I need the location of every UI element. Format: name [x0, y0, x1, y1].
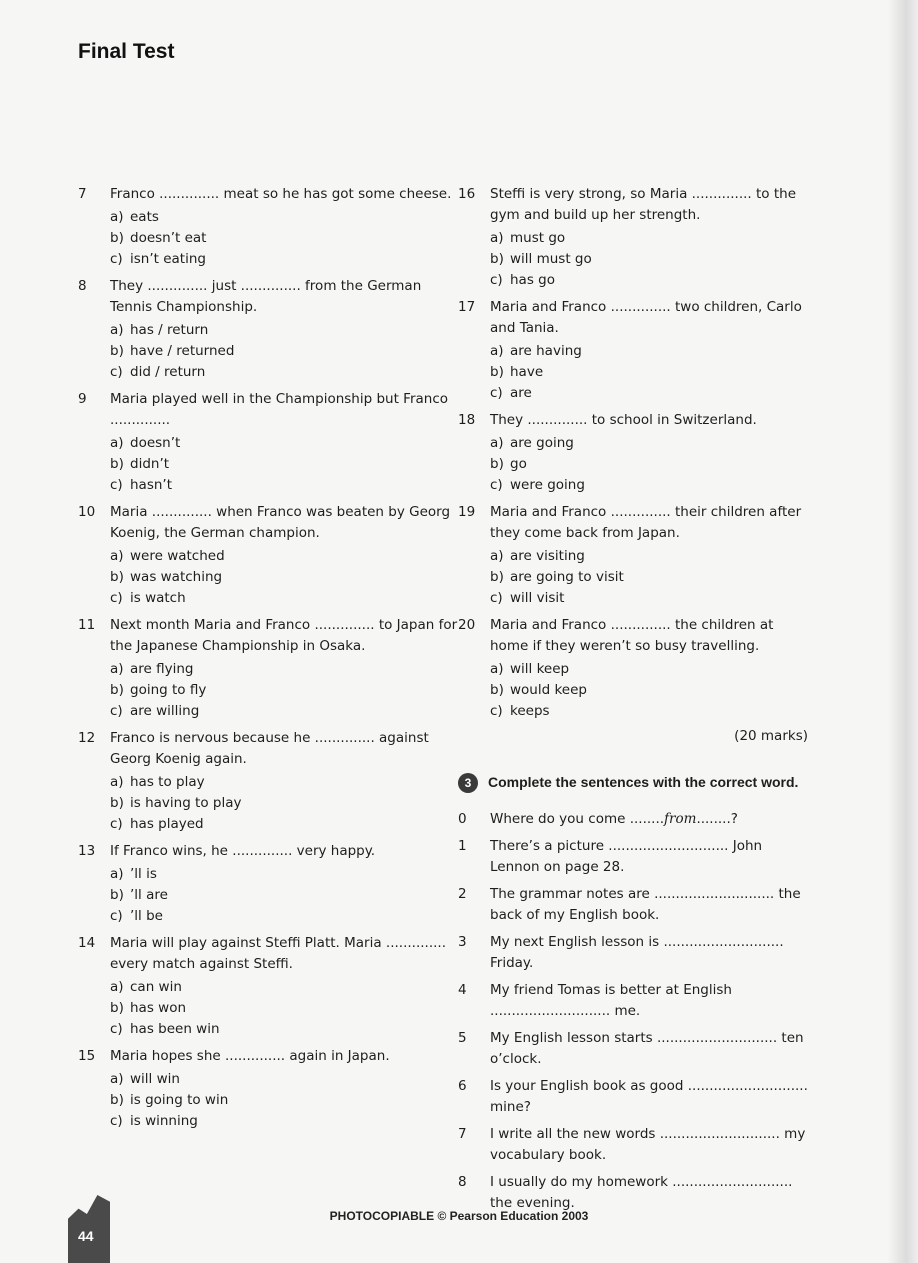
- answer-option: [110, 680, 458, 701]
- sentence-item: [458, 980, 808, 1022]
- option-text: are having: [510, 343, 582, 359]
- question-number: 7: [78, 186, 87, 202]
- option-text: will keep: [510, 661, 570, 677]
- option-letter: a): [490, 435, 504, 451]
- option-letter: c): [490, 703, 503, 719]
- sentence-number: 5: [458, 1030, 467, 1047]
- section-3-heading: [458, 773, 808, 793]
- question-body: [490, 502, 808, 609]
- option-letter: b): [490, 251, 504, 267]
- option-letter: c): [110, 477, 123, 493]
- answer-option: [110, 567, 458, 588]
- answer-option: [490, 362, 808, 383]
- answer-option: [490, 680, 808, 701]
- sentence-text: [490, 1124, 808, 1166]
- option-letter: b): [110, 569, 124, 585]
- option-letter: c): [110, 1113, 123, 1129]
- sentence-number: 7: [458, 1126, 467, 1143]
- option-text: ’ll be: [130, 908, 163, 924]
- question-body: [110, 502, 458, 609]
- answer-option: [110, 906, 458, 927]
- question-item: [78, 1046, 458, 1132]
- sentence-text: [490, 1172, 808, 1214]
- questions-continued: [458, 184, 808, 722]
- answer-option: [110, 885, 458, 906]
- option-letter: c): [490, 385, 503, 401]
- answer-option: [110, 1111, 458, 1132]
- question-number: 19: [458, 504, 476, 520]
- answer-option: [490, 454, 808, 475]
- option-text: doesn’t eat: [130, 230, 207, 246]
- option-letter: c): [490, 590, 503, 606]
- option-text: hasn’t: [130, 477, 173, 493]
- sentence-item: [458, 809, 808, 830]
- option-letter: b): [490, 682, 504, 698]
- question-body: [110, 276, 458, 383]
- sentence-number: 0: [458, 811, 467, 828]
- question-stem: Steffi is very strong, so Maria .............. to the gym and build up her strength.: [490, 186, 796, 223]
- sentence-text: [490, 809, 808, 830]
- question-body: [490, 184, 808, 291]
- question-number: 18: [458, 412, 476, 428]
- question-number: 14: [78, 935, 96, 951]
- sentence-number: 3: [458, 934, 467, 951]
- answer-option: [110, 659, 458, 680]
- option-letter: c): [110, 908, 123, 924]
- answer-option: [110, 793, 458, 814]
- answer-option: [110, 228, 458, 249]
- option-letter: b): [110, 887, 124, 903]
- option-letter: b): [110, 343, 124, 359]
- question-number: 9: [78, 391, 87, 407]
- question-body: [490, 297, 808, 404]
- sentence-number: 6: [458, 1078, 467, 1095]
- page-edge: [888, 0, 918, 1263]
- marks-total: (20 marks): [734, 728, 808, 744]
- question-number: 13: [78, 843, 96, 859]
- option-text: have: [510, 364, 544, 380]
- fill-in-list: [458, 809, 808, 1214]
- sentence-number: 2: [458, 886, 467, 903]
- answer-option: [490, 433, 808, 454]
- answer-option: [490, 475, 808, 496]
- sentence-number: 4: [458, 982, 467, 999]
- option-text: has been win: [130, 1021, 220, 1037]
- option-text: didn’t: [130, 456, 170, 472]
- option-letter: a): [110, 866, 124, 882]
- page-number: 44: [78, 1228, 94, 1244]
- option-text: were going: [510, 477, 585, 493]
- option-text: are flying: [130, 661, 194, 677]
- right-column: [458, 184, 808, 1220]
- option-letter: a): [110, 979, 124, 995]
- option-text: can win: [130, 979, 182, 995]
- left-column: [78, 184, 458, 1138]
- copyright-footer: PHOTOCOPIABLE © Pearson Education 2003: [329, 1209, 589, 1223]
- sentence-before: My next English lesson is ............................ Friday.: [490, 934, 784, 972]
- question-number: 10: [78, 504, 96, 520]
- answer-option: [490, 341, 808, 362]
- sentence-text: [490, 1028, 808, 1070]
- question-item: [78, 502, 458, 609]
- option-letter: a): [110, 661, 124, 677]
- question-body: [110, 728, 458, 835]
- answer-option: [110, 701, 458, 722]
- question-stem: Next month Maria and Franco .............. to Japan for the Japanese Championship in Osaka.: [110, 617, 458, 654]
- question-number: 11: [78, 617, 96, 633]
- option-letter: c): [110, 1021, 123, 1037]
- option-letter: a): [110, 774, 124, 790]
- question-item: [458, 615, 808, 722]
- option-text: must go: [510, 230, 566, 246]
- sentence-text: [490, 932, 808, 974]
- question-body: [110, 841, 458, 927]
- question-item: [458, 297, 808, 404]
- question-item: [78, 276, 458, 383]
- answer-option: [490, 546, 808, 567]
- option-letter: a): [110, 435, 124, 451]
- question-item: [458, 184, 808, 291]
- option-text: ’ll is: [130, 866, 157, 882]
- answer-option: [490, 567, 808, 588]
- section-number-badge: 3: [458, 773, 478, 793]
- option-letter: b): [110, 1092, 124, 1108]
- sentence-before: There’s a picture ............................ John Lennon on page 28.: [490, 838, 763, 876]
- option-text: has go: [510, 272, 555, 288]
- question-body: [110, 615, 458, 722]
- question-number: 20: [458, 617, 476, 633]
- sentence-number: 8: [458, 1174, 467, 1191]
- option-text: go: [510, 456, 527, 472]
- question-stem: Franco .............. meat so he has got some cheese.: [110, 186, 452, 202]
- answer-option: [110, 207, 458, 228]
- sentence-item: [458, 1124, 808, 1166]
- answer-option: [110, 1090, 458, 1111]
- question-stem: If Franco wins, he .............. very happy.: [110, 843, 376, 859]
- question-number: 16: [458, 186, 476, 202]
- option-text: were watched: [130, 548, 225, 564]
- option-letter: c): [110, 590, 123, 606]
- option-text: is having to play: [130, 795, 242, 811]
- option-letter: a): [110, 322, 124, 338]
- option-letter: b): [110, 795, 124, 811]
- option-letter: c): [110, 364, 123, 380]
- option-text: eats: [130, 209, 159, 225]
- option-letter: a): [110, 1071, 124, 1087]
- sentence-text: [490, 836, 808, 878]
- answer-option: [110, 249, 458, 270]
- option-text: doesn’t: [130, 435, 181, 451]
- option-letter: a): [490, 548, 504, 564]
- answer-option: [490, 228, 808, 249]
- question-number: 15: [78, 1048, 96, 1064]
- question-body: [110, 1046, 458, 1132]
- question-item: [78, 615, 458, 722]
- sentence-item: [458, 1076, 808, 1118]
- option-text: are willing: [130, 703, 200, 719]
- option-text: has won: [130, 1000, 187, 1016]
- question-stem: Maria played well in the Championship but Franco ..............: [110, 391, 449, 428]
- option-text: is watch: [130, 590, 186, 606]
- option-text: are going: [510, 435, 574, 451]
- option-letter: b): [490, 569, 504, 585]
- option-text: keeps: [510, 703, 550, 719]
- option-letter: c): [110, 251, 123, 267]
- sentence-item: [458, 836, 808, 878]
- question-stem: Maria and Franco .............. their children after they come back from Japan.: [490, 504, 802, 541]
- sentence-before: I usually do my homework ............................ the evening.: [490, 1174, 793, 1212]
- question-item: [78, 728, 458, 835]
- question-item: [458, 410, 808, 496]
- answer-option: [490, 659, 808, 680]
- option-letter: a): [490, 343, 504, 359]
- question-item: [78, 389, 458, 496]
- option-text: going to fly: [130, 682, 207, 698]
- sentence-before: My English lesson starts ............................ ten o’clock.: [490, 1030, 804, 1068]
- question-stem: Maria will play against Steffi Platt. Maria .............. every match against Steffi.: [110, 935, 446, 972]
- option-letter: c): [490, 272, 503, 288]
- sentence-after: ........?: [696, 811, 738, 828]
- option-text: have / returned: [130, 343, 235, 359]
- page-title: Final Test: [78, 40, 175, 63]
- question-number: 17: [458, 299, 476, 315]
- question-stem: Maria .............. when Franco was beaten by Georg Koenig, the German champion.: [110, 504, 451, 541]
- answer-option: [110, 341, 458, 362]
- answer-option: [110, 1069, 458, 1090]
- sentence-item: [458, 1172, 808, 1214]
- sentence-text: [490, 980, 808, 1022]
- answer-option: [110, 864, 458, 885]
- example-answer: from: [664, 811, 697, 828]
- answer-option: [110, 588, 458, 609]
- answer-option: [110, 998, 458, 1019]
- question-body: [110, 184, 458, 270]
- answer-option: [110, 454, 458, 475]
- option-letter: a): [490, 661, 504, 677]
- question-stem: Maria and Franco .............. two children, Carlo and Tania.: [490, 299, 802, 336]
- option-text: are: [510, 385, 532, 401]
- sentence-item: [458, 932, 808, 974]
- option-letter: b): [490, 456, 504, 472]
- sentence-before: The grammar notes are ............................ the back of my English book.: [490, 886, 801, 924]
- option-letter: b): [110, 456, 124, 472]
- option-letter: b): [110, 230, 124, 246]
- option-text: are going to visit: [510, 569, 624, 585]
- option-text: will must go: [510, 251, 592, 267]
- option-letter: b): [490, 364, 504, 380]
- option-letter: a): [110, 548, 124, 564]
- answer-option: [490, 701, 808, 722]
- sentence-before: Is your English book as good ............................ mine?: [490, 1078, 808, 1116]
- option-text: did / return: [130, 364, 206, 380]
- option-text: would keep: [510, 682, 587, 698]
- option-text: is going to win: [130, 1092, 229, 1108]
- option-letter: a): [110, 209, 124, 225]
- question-body: [110, 389, 458, 496]
- option-text: will win: [130, 1071, 180, 1087]
- question-number: 8: [78, 278, 87, 294]
- answer-option: [110, 433, 458, 454]
- question-item: [458, 502, 808, 609]
- section-3-instruction: Complete the sentences with the correct word.: [488, 774, 799, 790]
- question-stem: Maria and Franco .............. the children at home if they weren’t so busy travelling.: [490, 617, 774, 654]
- question-stem: Franco is nervous because he .............. against Georg Koenig again.: [110, 730, 429, 767]
- answer-option: [110, 362, 458, 383]
- sentence-before: Where do you come ........: [490, 811, 665, 828]
- question-body: [490, 615, 808, 722]
- sentence-text: [490, 1076, 808, 1118]
- option-text: are visiting: [510, 548, 585, 564]
- option-text: has played: [130, 816, 204, 832]
- answer-option: [110, 814, 458, 835]
- option-text: will visit: [510, 590, 565, 606]
- question-item: [78, 933, 458, 1040]
- option-letter: a): [490, 230, 504, 246]
- option-letter: b): [110, 1000, 124, 1016]
- answer-option: [490, 249, 808, 270]
- option-text: isn’t eating: [130, 251, 206, 267]
- option-letter: c): [110, 703, 123, 719]
- sentence-before: My friend Tomas is better at English ............................ me.: [490, 982, 732, 1020]
- option-letter: c): [490, 477, 503, 493]
- answer-option: [110, 977, 458, 998]
- answer-option: [110, 546, 458, 567]
- sentence-text: [490, 884, 808, 926]
- option-text: ’ll are: [130, 887, 168, 903]
- question-item: [78, 841, 458, 927]
- option-text: is winning: [130, 1113, 198, 1129]
- answer-option: [110, 475, 458, 496]
- question-stem: They .............. to school in Switzerland.: [490, 412, 757, 428]
- option-text: was watching: [130, 569, 223, 585]
- answer-option: [490, 588, 808, 609]
- answer-option: [490, 270, 808, 291]
- question-stem: Maria hopes she .............. again in Japan.: [110, 1048, 390, 1064]
- answer-option: [110, 1019, 458, 1040]
- question-stem: They .............. just .............. from the German Tennis Championship.: [110, 278, 422, 315]
- sentence-item: [458, 884, 808, 926]
- option-text: has to play: [130, 774, 205, 790]
- answer-option: [110, 772, 458, 793]
- option-letter: b): [110, 682, 124, 698]
- question-body: [110, 933, 458, 1040]
- sentence-number: 1: [458, 838, 467, 855]
- sentence-item: [458, 1028, 808, 1070]
- question-number: 12: [78, 730, 96, 746]
- question-body: [490, 410, 808, 496]
- option-letter: c): [110, 816, 123, 832]
- sentence-before: I write all the new words ............................ my vocabulary book.: [490, 1126, 806, 1164]
- answer-option: [110, 320, 458, 341]
- question-item: [78, 184, 458, 270]
- option-text: has / return: [130, 322, 209, 338]
- answer-option: [490, 383, 808, 404]
